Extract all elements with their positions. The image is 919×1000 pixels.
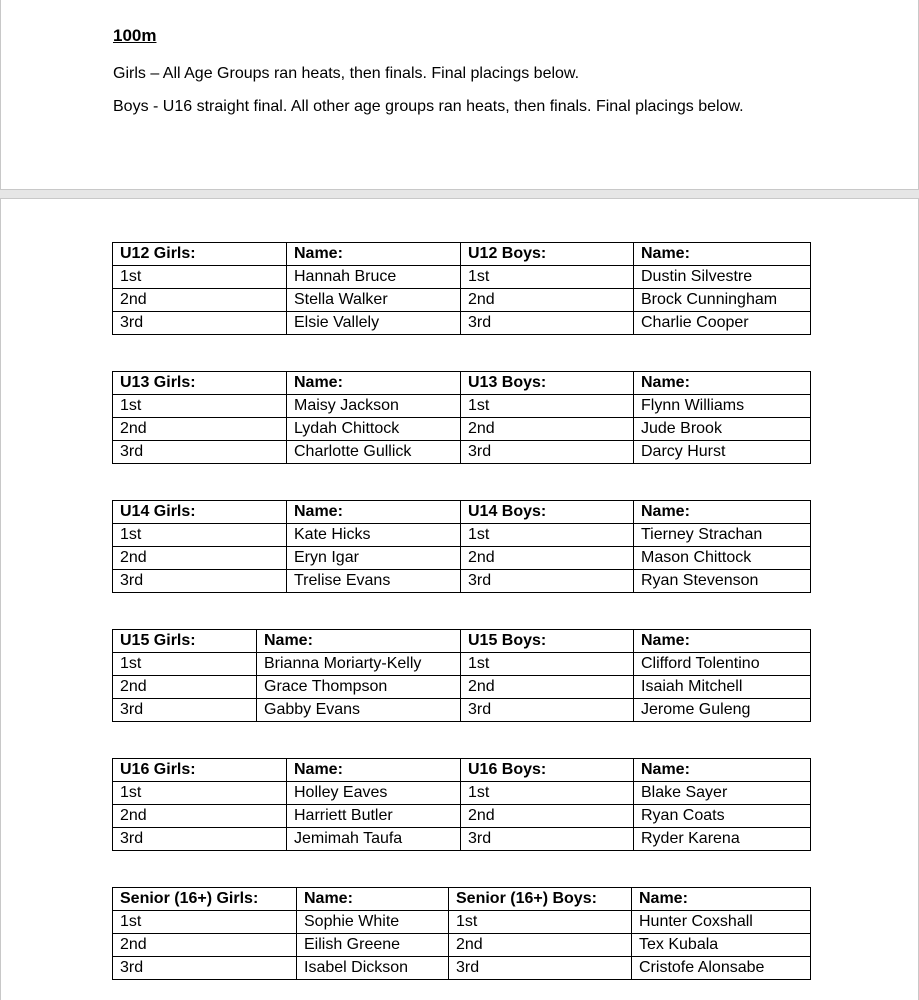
boys-place: 3rd — [461, 570, 634, 593]
boys-name-header: Name: — [634, 372, 811, 395]
boys-name: Darcy Hurst — [634, 441, 811, 464]
boys-name-header: Name: — [634, 759, 811, 782]
girls-name-header: Name: — [287, 243, 461, 266]
girls-name: Sophie White — [297, 911, 449, 934]
boys-place: 3rd — [461, 828, 634, 851]
girls-name: Charlotte Gullick — [287, 441, 461, 464]
girls-place: 2nd — [113, 676, 257, 699]
boys-group-header: U12 Boys: — [461, 243, 634, 266]
girls-place: 2nd — [113, 289, 287, 312]
boys-name: Mason Chittock — [634, 547, 811, 570]
boys-place: 3rd — [461, 699, 634, 722]
table-row — [113, 547, 811, 570]
girls-name: Maisy Jackson — [287, 395, 461, 418]
boys-place: 1st — [461, 653, 634, 676]
boys-place: 2nd — [461, 289, 634, 312]
boys-place: 1st — [449, 911, 632, 934]
girls-name-header: Name: — [257, 630, 461, 653]
girls-name: Harriett Butler — [287, 805, 461, 828]
girls-name: Jemimah Taufa — [287, 828, 461, 851]
girls-place: 3rd — [113, 699, 257, 722]
girls-name: Gabby Evans — [257, 699, 461, 722]
girls-place: 2nd — [113, 934, 297, 957]
table-row — [113, 570, 811, 593]
girls-place: 1st — [113, 911, 297, 934]
girls-name: Stella Walker — [287, 289, 461, 312]
boys-place: 1st — [461, 395, 634, 418]
table-row — [113, 782, 811, 805]
table-header-row — [113, 888, 811, 911]
table-row — [113, 395, 811, 418]
boys-place: 3rd — [461, 312, 634, 335]
boys-name: Cristofe Alonsabe — [632, 957, 811, 980]
table-row — [113, 805, 811, 828]
boys-name-header: Name: — [634, 243, 811, 266]
girls-place: 3rd — [113, 957, 297, 980]
table-row — [113, 911, 811, 934]
boys-place: 2nd — [461, 547, 634, 570]
girls-place: 1st — [113, 524, 287, 547]
boys-place: 1st — [461, 782, 634, 805]
girls-name: Grace Thompson — [257, 676, 461, 699]
boys-name: Ryan Stevenson — [634, 570, 811, 593]
girls-place: 1st — [113, 653, 257, 676]
table-row — [113, 699, 811, 722]
girls-name: Brianna Moriarty-Kelly — [257, 653, 461, 676]
boys-name: Ryder Karena — [634, 828, 811, 851]
girls-place: 2nd — [113, 418, 287, 441]
boys-name: Blake Sayer — [634, 782, 811, 805]
boys-name: Ryan Coats — [634, 805, 811, 828]
boys-name: Tex Kubala — [632, 934, 811, 957]
results-table-u15 — [112, 629, 811, 722]
boys-place: 2nd — [449, 934, 632, 957]
boys-group-header: U14 Boys: — [461, 501, 634, 524]
results-table-u13 — [112, 371, 811, 464]
boys-place: 1st — [461, 524, 634, 547]
girls-name: Kate Hicks — [287, 524, 461, 547]
boys-group-header: U16 Boys: — [461, 759, 634, 782]
boys-place: 3rd — [461, 441, 634, 464]
table-header-row — [113, 243, 811, 266]
table-header-row — [113, 501, 811, 524]
girls-place: 3rd — [113, 441, 287, 464]
girls-name-header: Name: — [287, 759, 461, 782]
boys-place: 2nd — [461, 805, 634, 828]
girls-name: Isabel Dickson — [297, 957, 449, 980]
girls-place: 2nd — [113, 805, 287, 828]
girls-name-header: Name: — [297, 888, 449, 911]
table-row — [113, 266, 811, 289]
girls-name-header: Name: — [287, 501, 461, 524]
document-page-1 — [0, 0, 919, 190]
results-table-u12 — [112, 242, 811, 335]
table-row — [113, 828, 811, 851]
table-row — [113, 524, 811, 547]
boys-name: Brock Cunningham — [634, 289, 811, 312]
boys-name-header: Name: — [632, 888, 811, 911]
girls-place: 3rd — [113, 570, 287, 593]
girls-name: Lydah Chittock — [287, 418, 461, 441]
girls-name: Holley Eaves — [287, 782, 461, 805]
girls-place: 2nd — [113, 547, 287, 570]
table-row — [113, 312, 811, 335]
table-row — [113, 441, 811, 464]
girls-group-header: U16 Girls: — [113, 759, 287, 782]
results-table-senior — [112, 887, 811, 980]
boys-name: Jerome Guleng — [634, 699, 811, 722]
event-title: 100m — [113, 26, 157, 45]
boys-place: 2nd — [461, 418, 634, 441]
girls-name: Elsie Vallely — [287, 312, 461, 335]
girls-group-header: Senior (16+) Girls: — [113, 888, 297, 911]
boys-name: Clifford Tolentino — [634, 653, 811, 676]
girls-group-header: U14 Girls: — [113, 501, 287, 524]
boys-place: 1st — [461, 266, 634, 289]
boys-name: Dustin Silvestre — [634, 266, 811, 289]
girls-name-header: Name: — [287, 372, 461, 395]
boys-name: Flynn Williams — [634, 395, 811, 418]
table-header-row — [113, 630, 811, 653]
girls-name: Eilish Greene — [297, 934, 449, 957]
boys-group-header: U13 Boys: — [461, 372, 634, 395]
table-header-row — [113, 372, 811, 395]
boys-name: Isaiah Mitchell — [634, 676, 811, 699]
boys-name-header: Name: — [634, 630, 811, 653]
boys-note: Boys - U16 straight final. All other age groups ran heats, then finals. Final placings below. — [113, 98, 744, 115]
boys-place: 3rd — [449, 957, 632, 980]
results-table-u14 — [112, 500, 811, 593]
results-table-u16 — [112, 758, 811, 851]
girls-name: Eryn Igar — [287, 547, 461, 570]
boys-name: Hunter Coxshall — [632, 911, 811, 934]
girls-name: Trelise Evans — [287, 570, 461, 593]
boys-name: Charlie Cooper — [634, 312, 811, 335]
girls-place: 1st — [113, 266, 287, 289]
table-row — [113, 289, 811, 312]
girls-place: 1st — [113, 782, 287, 805]
table-row — [113, 934, 811, 957]
girls-group-header: U13 Girls: — [113, 372, 287, 395]
girls-group-header: U15 Girls: — [113, 630, 257, 653]
boys-place: 2nd — [461, 676, 634, 699]
table-row — [113, 676, 811, 699]
boys-group-header: Senior (16+) Boys: — [449, 888, 632, 911]
boys-name: Tierney Strachan — [634, 524, 811, 547]
table-row — [113, 957, 811, 980]
boys-name-header: Name: — [634, 501, 811, 524]
girls-place: 1st — [113, 395, 287, 418]
table-row — [113, 418, 811, 441]
girls-name: Hannah Bruce — [287, 266, 461, 289]
girls-note: Girls – All Age Groups ran heats, then finals. Final placings below. — [113, 65, 580, 82]
girls-place: 3rd — [113, 312, 287, 335]
boys-name: Jude Brook — [634, 418, 811, 441]
boys-group-header: U15 Boys: — [461, 630, 634, 653]
table-row — [113, 653, 811, 676]
table-header-row — [113, 759, 811, 782]
girls-place: 3rd — [113, 828, 287, 851]
girls-group-header: U12 Girls: — [113, 243, 287, 266]
